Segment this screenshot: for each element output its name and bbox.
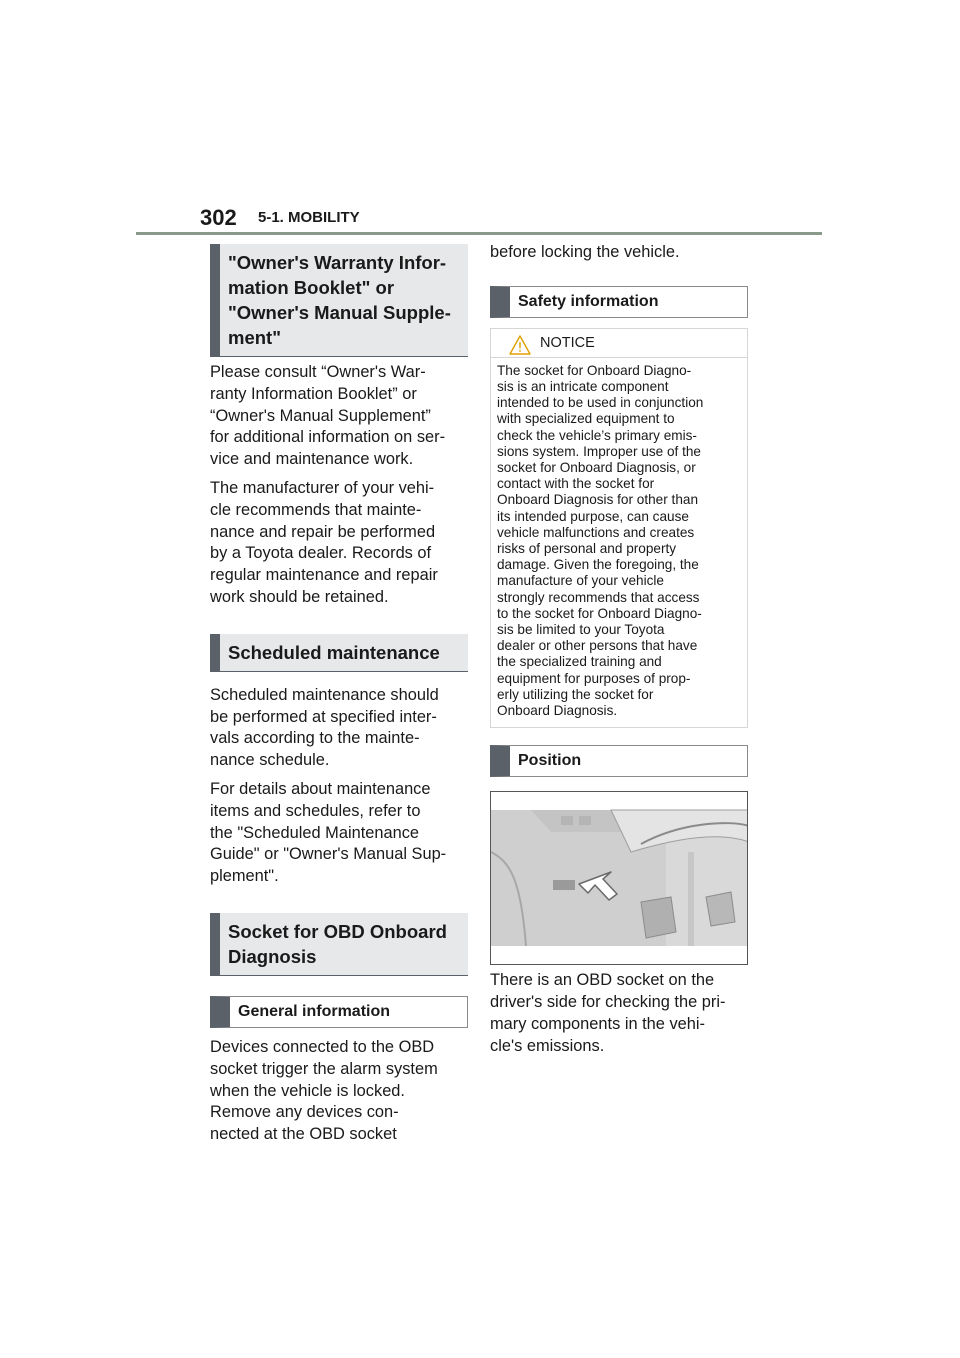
- subheading-general-information: General information: [210, 996, 468, 1028]
- subheading-safety-information: Safety information: [490, 286, 748, 318]
- paragraph-manufacturer: The manufacturer of your vehi- cle recommends that mainte- nance and repair be performed by a Toyota dealer. Records of regular maintenance and repair work should be retained.: [210, 478, 438, 606]
- heading-scheduled-maintenance: Scheduled maintenance: [210, 634, 468, 672]
- paragraph-devices: Devices connected to the OBD socket trigger the alarm system when the vehicle is locked. Remove any devices con- nected at the OBD socket: [210, 1037, 438, 1144]
- page-number: 302: [200, 205, 237, 230]
- heading-obd-socket: Socket for OBD Onboard Diagnosis: [210, 913, 468, 976]
- section-label: 5-1. MOBILITY: [258, 209, 360, 226]
- car-interior-illustration: [491, 792, 748, 964]
- warning-triangle-icon: [509, 335, 531, 355]
- right-column: [490, 242, 748, 1057]
- paragraph-consult: Please consult “Owner's War- ranty Information Booklet” or “Owner's Manual Supplement” for additional information on ser- vice and maintenance work.: [210, 363, 446, 469]
- obd-location-figure: [490, 791, 748, 965]
- notice-box: [490, 328, 748, 728]
- header-rule: [136, 232, 822, 235]
- notice-body: The socket for Onboard Diagno- sis is an intricate component intended to be used in conjunction with specialized equipment to check the vehicle’s primary emis- sions system. Improper use of the socket for Onboard Diagnosis, or contact with the socket for Onboard Diagnosis for other than its intended purpose, can cause vehicle malfunctions and creates risks of personal and property damage. Given the foregoing, the manufacture of your vehicle strongly recommends that access to the socket for Onboard Diagno- sis be limited to your Toyota dealer or other persons that have the specialized training and equipment for purposes of prop- erly utilizing the socket for Onboard Diagnosis.: [497, 362, 704, 719]
- paragraph-continued: before locking the vehicle.: [490, 243, 680, 261]
- notice-title: NOTICE: [540, 334, 595, 351]
- left-column: [210, 244, 468, 1146]
- heading-warranty-booklet: "Owner's Warranty Infor- mation Booklet" or "Owner's Manual Supple- ment": [210, 244, 468, 357]
- paragraph-position: There is an OBD socket on the driver's side for checking the pri- mary components in the vehi- cle's emissions.: [490, 971, 726, 1055]
- paragraph-scheduled: Scheduled maintenance should be performed at specified inter- vals according to the mainte- nance schedule.: [210, 685, 439, 770]
- notice-header: [491, 329, 747, 358]
- subheading-position: Position: [490, 745, 748, 777]
- paragraph-details: For details about maintenance items and schedules, refer to the "Scheduled Maintenance Guide" or "Owner's Manual Sup- plement".: [210, 779, 447, 886]
